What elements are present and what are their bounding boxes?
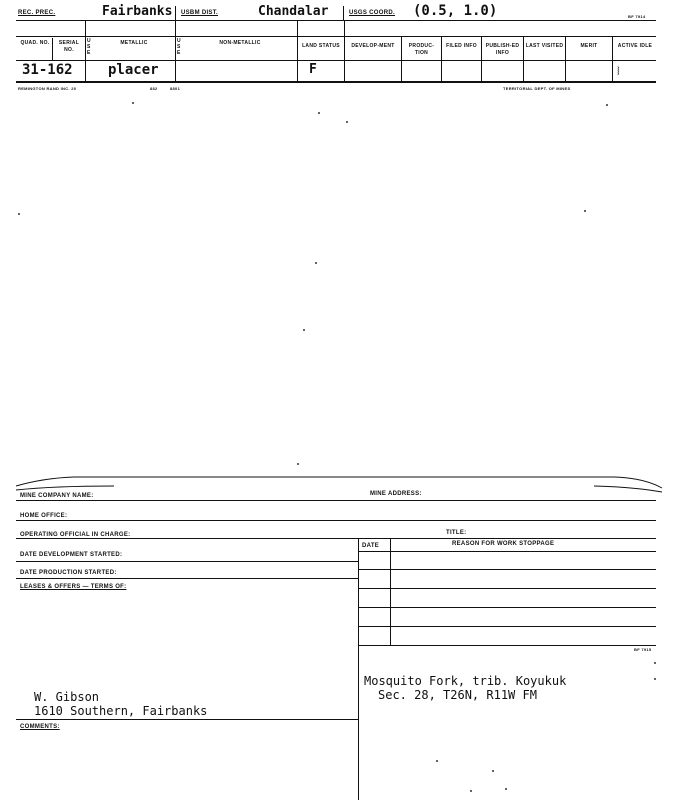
serial-no-header: SERIAL NO. [58,40,80,53]
mine-address-label: MINE ADDRESS: [370,491,422,497]
rec-prec-value: Fairbanks [102,4,173,19]
card-bottom-rule [16,81,656,83]
published-info-header: PUBLISH-ED INFO [485,43,520,56]
comments-label: COMMENTS: [20,724,60,730]
usgs-coord-value: (0.5, 1.0) [413,3,498,19]
usbm-dist-label: USBM DIST. [181,10,219,16]
use-code-header: U S E [87,38,91,56]
usbm-dist-value: Chandalar [258,4,329,19]
value-row-divider [16,60,656,61]
nonmetallic-use-header: U S E [177,38,181,56]
leases-offers-label: LEASES & OFFERS — TERMS OF: [20,584,127,590]
form-number: BF 7914 [628,14,646,19]
active-idle-header: ACTIVE IDLE [617,43,653,49]
location-line-1: Mosquito Fork, trib. Koyukuk [364,674,567,688]
production-header: PRODUC-TION [408,43,435,56]
last-visited-header: LAST VISITED [525,43,564,49]
footer-code-2: 8801 [170,86,181,91]
title-label: TITLE: [446,530,467,536]
header-row-divider [16,36,656,37]
back-form-number: BF 7915 [634,647,652,652]
back-center-divider [358,538,359,800]
non-metallic-header: NON-METALLIC [219,40,261,46]
land-status-value: F [309,62,317,77]
rec-prec-label: REC. PREC. [18,10,56,16]
date-development-label: DATE DEVELOPMENT STARTED: [20,552,123,558]
quad-serial-value: 31-162 [22,62,73,78]
footer-left: REMINGTON RAND INC. 20 [18,86,77,91]
filed-info-header: FILED INFO [446,43,477,49]
top-row-divider [16,20,656,21]
development-header: DEVELOP-MENT [351,43,395,49]
divider [343,6,344,20]
operating-official-label: OPERATING OFFICIAL IN CHARGE: [20,532,131,538]
owner-name: W. Gibson [34,690,100,704]
land-status-header: LAND STATUS [302,43,340,49]
merit-header: MERIT [580,43,598,49]
usgs-coord-label: USGS COORD. [349,10,395,16]
quad-no-header: QUAD. NO. [20,40,50,46]
metallic-value: placer [108,62,159,78]
home-office-label: HOME OFFICE: [20,513,68,519]
card-edge-curve [14,472,664,494]
stoppage-reason-header: REASON FOR WORK STOPPAGE [452,541,555,547]
active-idle-mark-icon: ⧘ [617,64,620,79]
mine-company-name-label: MINE COMPANY NAME: [20,493,94,499]
footer-code-1: 882 [150,86,158,91]
date-production-label: DATE PRODUCTION STARTED: [20,570,117,576]
footer-right: TERRITORIAL DEPT. OF MINES [503,86,571,91]
owner-address: 1610 Southern, Fairbanks [34,704,208,718]
divider [175,6,176,20]
metallic-header: METALLIC [120,40,148,46]
location-line-2: Sec. 28, T26N, R11W FM [378,688,537,702]
stoppage-date-header: DATE [362,543,380,549]
